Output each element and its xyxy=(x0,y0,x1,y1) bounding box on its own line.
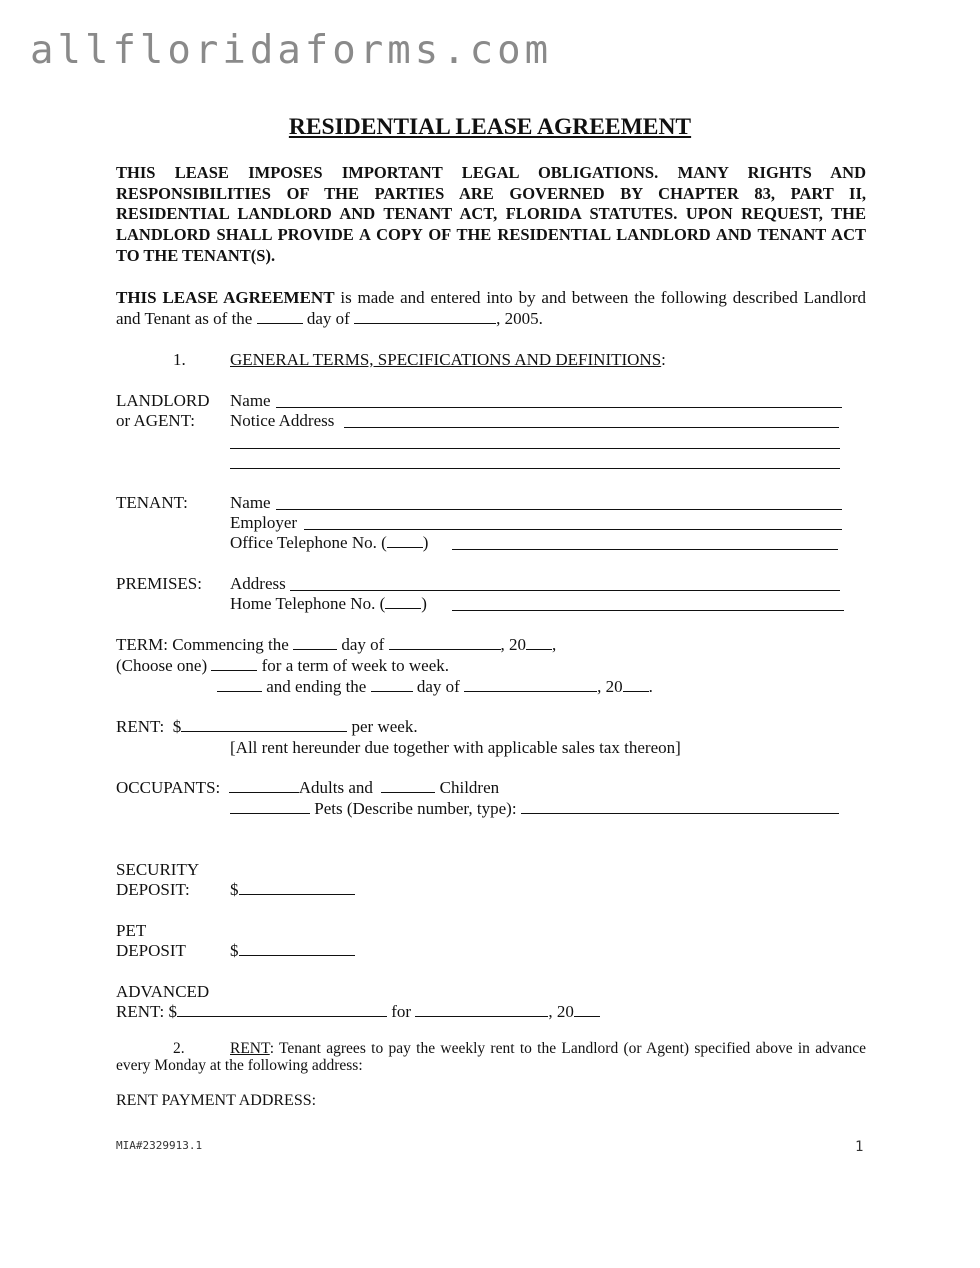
section-2-number: 2. xyxy=(173,1040,185,1057)
intro-day-blank[interactable] xyxy=(257,308,303,324)
term-end-day[interactable] xyxy=(371,676,413,692)
landlord-label: LANDLORD xyxy=(116,391,210,410)
security-label-1: SECURITY xyxy=(116,860,200,879)
pets-line xyxy=(230,798,839,819)
occupants-line xyxy=(116,777,499,798)
office-phone-area-code[interactable] xyxy=(387,532,423,548)
advanced-year: , 20 xyxy=(548,1002,574,1021)
advanced-line xyxy=(116,1001,600,1022)
rent-amount-field[interactable] xyxy=(181,716,347,732)
document-id: MIA#2329913.1 xyxy=(116,1139,203,1152)
term-line-1 xyxy=(116,634,556,655)
home-phone-paren: ) xyxy=(421,594,427,613)
term-start-month[interactable] xyxy=(389,634,501,650)
tenant-name-field[interactable] xyxy=(276,509,842,510)
rent-line xyxy=(116,716,418,737)
rent-note: [All rent hereunder due together with applicable sales tax thereon] xyxy=(230,738,681,757)
intro-text-3: , 2005. xyxy=(496,309,543,328)
intro-month-blank[interactable] xyxy=(354,308,496,324)
security-amount-field[interactable] xyxy=(239,879,355,895)
term-label: TERM: Commencing the xyxy=(116,635,294,654)
intro-paragraph xyxy=(116,287,866,329)
term-day-of-2: day of xyxy=(412,677,465,696)
pets-label: Pets (Describe number, type): xyxy=(310,799,521,818)
advanced-year-field[interactable] xyxy=(574,1001,600,1017)
term-week-to-week: for a term of week to week. xyxy=(257,656,450,675)
children-label: Children xyxy=(435,778,500,797)
term-comma: , xyxy=(552,635,557,654)
landlord-notice-label: Notice Address xyxy=(230,411,335,430)
children-count-field[interactable] xyxy=(381,777,435,793)
pet-deposit-amount-field[interactable] xyxy=(239,940,355,956)
landlord-name-label: Name xyxy=(230,391,271,410)
tenant-employer-field[interactable] xyxy=(304,529,842,530)
section-1-heading-wrap xyxy=(230,349,666,370)
page-number: 1 xyxy=(855,1139,864,1155)
intro-text-1: is made and entered into by and between the following described Landlord and Tenant as of the xyxy=(116,288,866,328)
section-1-number: 1. xyxy=(173,350,186,369)
term-start-day[interactable] xyxy=(293,634,337,650)
term-year: , 20 xyxy=(500,635,527,654)
tenant-name-label: Name xyxy=(230,493,271,512)
home-phone-label: Home Telephone No. ( xyxy=(230,594,386,613)
section-2-text: : Tenant agrees to pay the weekly rent to the Landlord (or Agent) specified above in advance every Monday at the following address: xyxy=(116,1040,866,1074)
premises-address-label: Address xyxy=(230,574,286,593)
advanced-amount-field[interactable] xyxy=(177,1001,387,1017)
office-phone-paren: ) xyxy=(422,533,429,552)
term-line-2 xyxy=(116,655,449,676)
office-phone-field[interactable] xyxy=(452,549,838,550)
home-phone-field[interactable] xyxy=(452,610,844,611)
term-end-year[interactable] xyxy=(623,676,649,692)
pets-count-field[interactable] xyxy=(230,798,310,814)
term-start-year[interactable] xyxy=(526,634,552,650)
adults-label: Adults and xyxy=(298,778,382,797)
term-ending: and ending the xyxy=(262,677,371,696)
tenant-office-phone xyxy=(230,532,428,553)
landlord-notice-field-2[interactable] xyxy=(230,448,840,449)
legal-warning: THIS LEASE IMPOSES IMPORTANT LEGAL OBLIGATIONS. MANY RIGHTS AND RESPONSIBILITIES OF THE PARTIES ARE GOVERNED BY CHAPTER 83, PART II, RESIDENTIAL LANDLORD AND TENANT ACT, FLORIDA STATUTES. UPON REQUEST, THE LANDLORD SHALL PROVIDE A COPY OF THE RESIDENTIAL LANDLORD AND TENANT ACT TO THE TENANT(S). xyxy=(116,163,866,265)
advanced-label-2: RENT: $ xyxy=(116,1002,178,1021)
occupants-label: OCCUPANTS: xyxy=(116,778,229,797)
adults-count-field[interactable] xyxy=(229,777,299,793)
intro-text-2: day of xyxy=(302,309,355,328)
premises-address-field[interactable] xyxy=(290,590,840,591)
term-year-2: , 20 xyxy=(597,677,623,696)
home-phone-area-code[interactable] xyxy=(385,593,421,609)
pet-deposit-dollar: $ xyxy=(230,941,239,960)
section-2-paragraph xyxy=(116,1040,866,1074)
premises-label: PREMISES: xyxy=(116,574,202,593)
landlord-notice-field[interactable] xyxy=(344,427,839,428)
landlord-notice-field-3[interactable] xyxy=(230,468,840,469)
term-choose: (Choose one) xyxy=(116,656,212,675)
landlord-name-field[interactable] xyxy=(276,407,842,408)
tenant-employer-label: Employer xyxy=(230,513,298,532)
section-1-heading: GENERAL TERMS, SPECIFICATIONS AND DEFINITIONS xyxy=(230,350,662,369)
rent-label: RENT: $ xyxy=(116,717,182,736)
intro-lead: THIS LEASE AGREEMENT xyxy=(116,288,335,307)
premises-home-phone xyxy=(230,593,427,614)
term-line-3 xyxy=(217,676,653,697)
watermark: allfloridaforms.com xyxy=(30,28,553,73)
term-end-month[interactable] xyxy=(464,676,597,692)
security-label-2: DEPOSIT: xyxy=(116,880,190,899)
term-week-to-week-choice[interactable] xyxy=(211,655,257,671)
term-period: . xyxy=(648,677,653,696)
section-1-colon: : xyxy=(661,350,666,369)
security-dollar: $ xyxy=(230,880,239,899)
rent-per-week: per week. xyxy=(347,717,418,736)
pets-description-field[interactable] xyxy=(521,798,839,814)
advanced-for: for xyxy=(387,1002,416,1021)
rent-payment-address-label: RENT PAYMENT ADDRESS: xyxy=(116,1092,317,1109)
pet-deposit-amount xyxy=(230,940,355,961)
term-day-of: day of xyxy=(337,635,389,654)
advanced-label-1: ADVANCED xyxy=(116,982,210,1001)
section-2-heading: RENT xyxy=(230,1040,270,1057)
pet-deposit-label-1: PET xyxy=(116,921,147,940)
advanced-month-field[interactable] xyxy=(415,1001,548,1017)
agent-label: or AGENT: xyxy=(116,411,195,430)
document-title: RESIDENTIAL LEASE AGREEMENT xyxy=(288,114,692,140)
term-ending-choice[interactable] xyxy=(217,676,262,692)
pet-deposit-label-2: DEPOSIT xyxy=(116,941,186,960)
security-amount xyxy=(230,879,355,900)
office-phone-label: Office Telephone No. ( xyxy=(230,533,387,552)
tenant-label: TENANT: xyxy=(116,493,188,512)
